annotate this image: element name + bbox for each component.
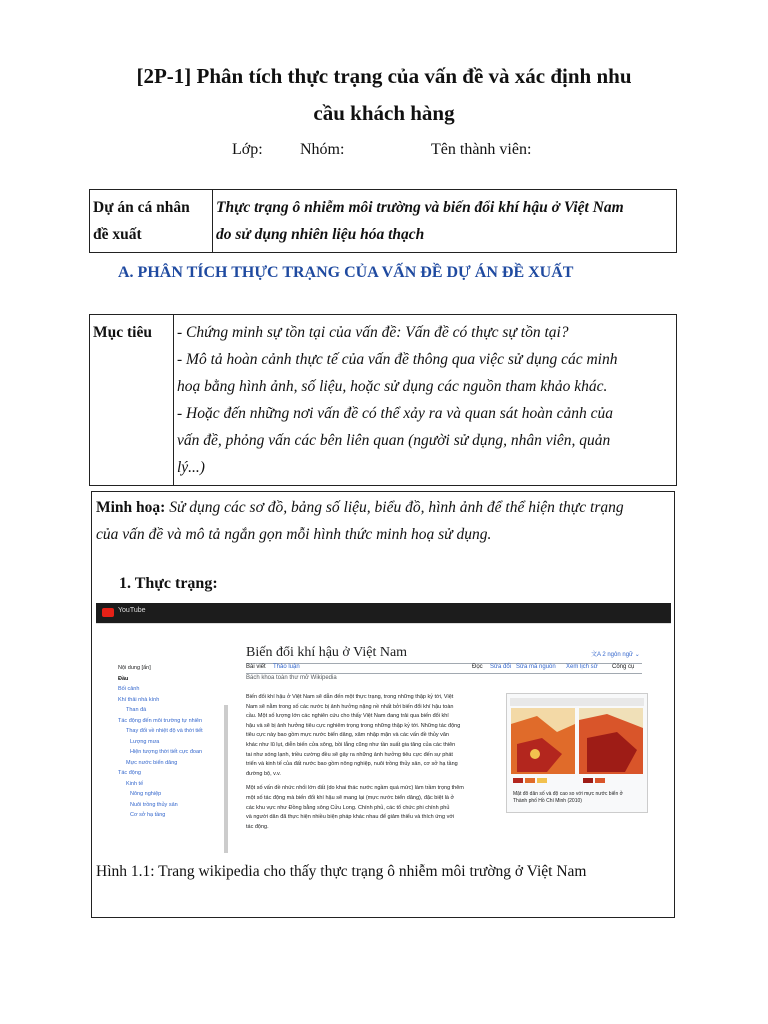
objective-line: - Mô tả hoàn cảnh thực tế của vấn đề thông qua việc sử dụng các minh — [177, 351, 618, 368]
action-edit-source[interactable]: Sửa mã nguồn — [516, 664, 556, 670]
map-caption-line-1: Mặt đô dân số và độ cao so với mực nước biển ở — [513, 791, 623, 797]
toc-item[interactable]: Hiện tượng thời tiết cực đoan — [130, 749, 203, 755]
toc-scrollbar[interactable] — [224, 705, 228, 853]
objective-line: - Hoặc đến những nơi vấn đề có thể xảy ra và quan sát hoàn cảnh của — [177, 405, 613, 422]
chevron-down-icon: ⌄ — [633, 652, 640, 658]
illustration-box — [91, 491, 675, 918]
body-line: các khu vực như Đồng bằng sông Cửu Long. Chính phủ, các tổ chức phi chính phủ — [246, 804, 450, 811]
project-table — [89, 189, 677, 253]
action-edit[interactable]: Sửa đổi — [490, 664, 512, 670]
map-caption-line-2: Thành phố Hồ Chí Minh (2010) — [513, 798, 582, 804]
illustration-intro — [96, 494, 671, 548]
body-line: tác động. — [246, 823, 269, 830]
toc-item[interactable]: Tác động — [118, 770, 141, 776]
body-line: cầu. Một số lượng lớn các nghiên cứu cho thấy Việt Nam đang trải qua biến đổi khí — [246, 713, 449, 720]
languages-label: 2 ngôn ngữ — [602, 652, 634, 658]
toc-item[interactable]: Đầu — [118, 675, 129, 682]
toc-item[interactable]: Bối cảnh — [118, 686, 140, 692]
body-line: tai như sóng lạnh, triều cường đều sẽ gây ra những ảnh hưởng tiêu cực đến sự phát — [246, 751, 453, 758]
project-value-line-2: do sử dụng nhiên liệu hóa thạch — [216, 226, 425, 243]
wiki-tagline: Bách khoa toàn thư mở Wikipedia — [246, 675, 337, 681]
body-line: đường bộ, v.v. — [246, 770, 281, 777]
objective-line: - Chứng minh sự tồn tại của vấn đề: Vấn đề có thực sự tồn tại? — [177, 324, 569, 341]
title-line-1: [2P-1] Phân tích thực trạng của vấn đề và xác định nhu — [136, 64, 632, 88]
project-value-cell — [213, 190, 677, 253]
wiki-page-title: Biến đổi khí hậu ở Việt Nam — [246, 645, 408, 660]
wikipedia-screenshot — [96, 603, 671, 857]
body-line: triển và kinh tế của đất nước bao gồm nông nghiệp, nuôi trồng thủy sản, cơ sở hạ tầng — [246, 761, 458, 768]
action-tools[interactable]: Công cụ — [612, 664, 635, 670]
toc-item[interactable]: Lượng mưa — [130, 738, 160, 745]
document-title — [40, 58, 728, 132]
toc-header: Nội dung [ẩn] — [118, 665, 151, 671]
table-of-contents — [118, 663, 223, 821]
body-line: Nam sẽ nằm trong số các nước bị ảnh hưởng nặng nề nhất bởi biến đổi khí hậu toàn — [246, 703, 454, 710]
illustration-text-2: của vấn đề và mô tả ngắn gọn mỗi hình thức minh hoạ sử dụng. — [96, 526, 492, 543]
map-figure[interactable] — [506, 693, 648, 813]
youtube-logo-icon — [102, 608, 114, 617]
objective-line: vấn đề, phỏng vấn các bên liên quan (người sử dụng, nhân viên, quản — [177, 432, 611, 449]
body-line: và người dân đã thực hiện nhiều biện pháp khác nhau để giảm thiểu và thích ứng với — [246, 814, 455, 821]
status-heading: 1. Thực trạng: — [119, 575, 218, 592]
illustration-label: Minh hoạ: — [96, 499, 166, 516]
wiki-body-text — [246, 693, 482, 832]
objectives-content — [174, 315, 677, 486]
tab-talk[interactable]: Thảo luận — [273, 664, 300, 670]
project-label-line-2: đề xuất — [93, 226, 142, 243]
tab-article[interactable]: Bài viết — [246, 664, 266, 670]
section-a-heading: A. PHÂN TÍCH THỰC TRẠNG CỦA VẤN ĐỀ DỰ ÁN ĐỀ XUẤT — [118, 264, 574, 281]
action-read[interactable]: Đọc — [472, 664, 483, 670]
body-line: một số tác động mà biến đổi khí hậu sẽ mang lại (mực nước biển dâng), đặc biệt là ở — [246, 794, 455, 801]
body-line: Một số vấn đề nhức nhối lớn đất (do khai thác nước ngầm quá mức) làm trầm trọng thêm — [246, 785, 464, 792]
body-line: khác như lũ lụt, diễn biến cửa sông, bồi lắng cũng như tần suất gia tăng của các thiên — [246, 741, 456, 748]
map-caption — [513, 791, 623, 805]
project-label-cell — [90, 190, 213, 253]
body-line: hậu và sẽ bị ảnh hưởng tiêu cực nghiêm trọng trong những thập kỷ tới. Những tác động — [246, 722, 461, 729]
translate-icon: 文A — [591, 652, 603, 658]
group-label: Nhóm: — [300, 141, 345, 158]
objectives-label: Mục tiêu — [90, 315, 174, 486]
toc-item[interactable]: Khí thải nhà kính — [118, 696, 160, 703]
body-line: Biến đổi khí hậu ở Việt Nam sẽ dẫn đến một thực trạng, trong những thập kỷ tới, Việt — [246, 694, 454, 700]
members-label: Tên thành viên: — [431, 141, 532, 158]
objective-line: hoạ bằng hình ảnh, số liệu, hoặc sử dụng các nguồn tham khảo khác. — [177, 378, 608, 395]
toc-item[interactable]: Nông nghiệp — [130, 791, 162, 797]
languages-button[interactable] — [591, 649, 640, 658]
illustration-text-1: Sử dụng các sơ đồ, bảng số liệu, biểu đồ, hình ảnh để thể hiện thực trạng — [169, 499, 624, 516]
body-line: tiêu cực này bao gồm mực nước biển dâng, xâm nhập mặn và các vấn đề thủy văn — [246, 732, 449, 739]
figure-caption: Hình 1.1: Trang wikipedia cho thấy thực trạng ô nhiễm môi trường ở Việt Nam — [96, 863, 587, 880]
action-history[interactable]: Xem lịch sử — [566, 664, 598, 670]
toc-item[interactable]: Than đá — [126, 707, 147, 713]
toc-item[interactable]: Cơ sở hạ tầng — [130, 812, 166, 818]
climate-map-image — [507, 694, 647, 789]
project-label-line-1: Dự án cá nhân — [93, 199, 190, 216]
project-value-line-1: Thực trạng ô nhiễm môi trường và biến đổi khí hậu ở Việt Nam — [216, 199, 624, 216]
toc-item[interactable]: Tác động đến môi trường tự nhiên — [118, 717, 203, 724]
class-label: Lớp: — [232, 141, 263, 158]
toc-item[interactable]: Nuôi trồng thủy sản — [130, 801, 178, 808]
toc-item[interactable]: Mực nước biển dâng — [126, 759, 178, 766]
youtube-label: YouTube — [118, 607, 146, 614]
title-line-2: cầu khách hàng — [313, 101, 455, 125]
youtube-bar — [96, 603, 671, 623]
toc-item[interactable]: Thay đổi về nhiệt độ và thời tiết — [126, 728, 203, 734]
objectives-table — [89, 314, 677, 486]
objective-line: lý...) — [177, 459, 205, 476]
toc-item[interactable]: Kinh tế — [126, 780, 144, 787]
